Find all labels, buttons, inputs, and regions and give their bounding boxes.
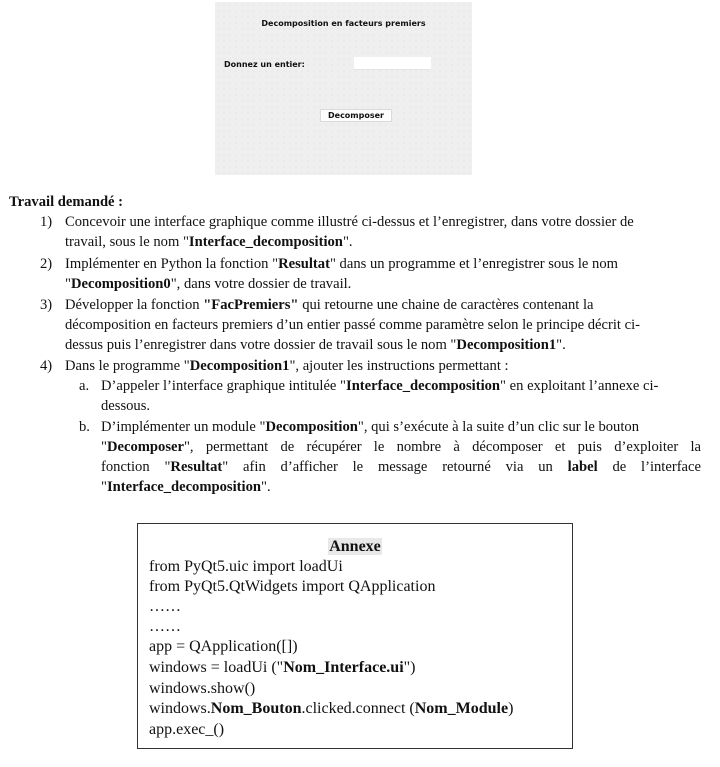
integer-input-label: Donnez un entier: (224, 60, 305, 69)
integer-input[interactable] (354, 57, 431, 70)
subitem-marker: b. (79, 419, 90, 435)
annexe-code-box (137, 523, 573, 749)
code-line: app = QApplication([]) (149, 638, 298, 655)
item-text: Implémenter en Python la fonction "Resultat" dans un programme et l’enregistrer sous le nom "Decomposition0", dans votre dossier de travail. (65, 256, 618, 292)
subitem-text: D’implémenter un module "Decomposition", qui s’exécute à la suite d’un clic sur le bouton "Decomposer", permettant de récupérer le nombre à décomposer et puis d’exploiter la fonction "Resultat" afin d’afficher le message retourné via un label de l’interface "Interface_decomposition". (101, 419, 701, 495)
code-line: windows = loadUi ("Nom_Interface.ui") (149, 659, 416, 676)
subitem-marker: a. (79, 378, 90, 394)
section-heading: Travail demandé : (9, 194, 124, 210)
item-marker: 4) (40, 358, 53, 374)
item-text: Développer la fonction "FacPremiers" qui retourne une chaine de caractères contenant la décomposition en facteurs premiers d’un entier passé comme paramètre selon le principe décrit ci- dessus puis l’enregistrer dans votre dossier de travail sous le nom "Decomposition1". (65, 297, 641, 353)
code-line: …… (149, 618, 181, 635)
decomposition-form-window (215, 2, 472, 175)
item-text: Concevoir une interface graphique comme illustré ci-dessus et l’enregistrer, dans votre dossier de travail, sous le nom "Interface_decomposition". (65, 214, 634, 250)
decomposer-button[interactable]: Decomposer (320, 109, 392, 122)
annexe-title: Annexe (329, 538, 381, 555)
item-marker: 3) (40, 297, 53, 313)
code-line: from PyQt5.uic import loadUi (149, 558, 343, 575)
form-title: Decomposition en facteurs premiers (261, 19, 426, 28)
item-text: Dans le programme "Decomposition1", ajouter les instructions permettant : (65, 358, 509, 374)
code-line: …… (149, 598, 181, 615)
subitem-text: D’appeler l’interface graphique intitulée "Interface_decomposition" en exploitant l’annexe ci- dessous. (101, 378, 659, 414)
item-marker: 2) (40, 256, 53, 272)
code-line: windows.show() (149, 680, 256, 697)
code-line: windows.Nom_Bouton.clicked.connect (Nom_Module) (149, 700, 514, 717)
code-line: app.exec_() (149, 721, 225, 738)
item-marker: 1) (40, 214, 53, 230)
code-line: from PyQt5.QtWidgets import QApplication (149, 578, 436, 595)
